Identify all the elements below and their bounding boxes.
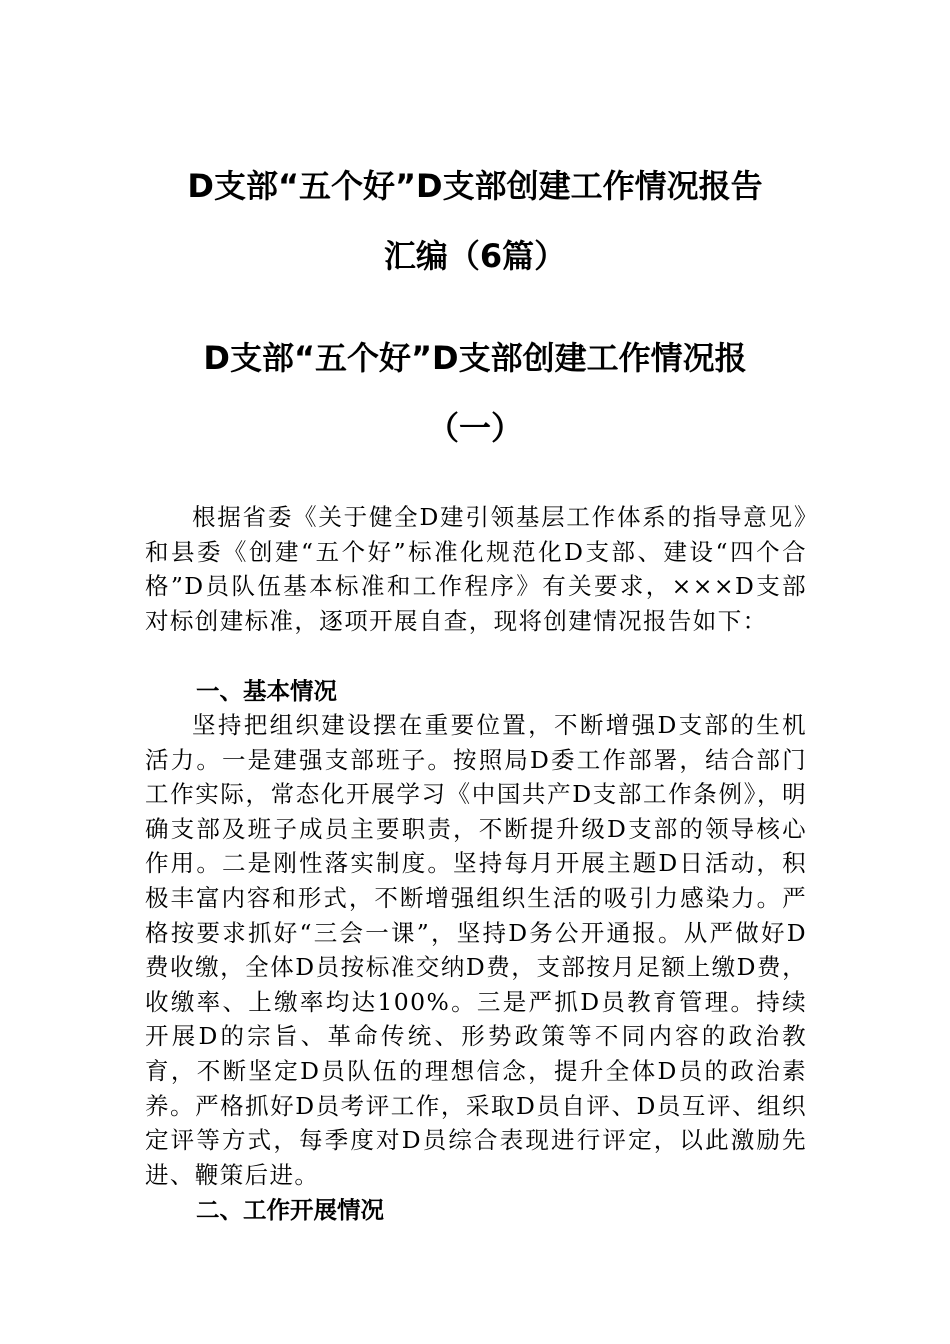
- intro-paragraph: 根据省委《关于健全D建引领基层工作体系的指导意见》和县委《创建“五个好”标准化规范化D支部、建设“四个合格”D员队伍基本标准和工作程序》有关要求，×××D支部对标创建标准，逐项开展自查，现将创建情况报告如下：: [145, 503, 807, 635]
- document-title-line-2: 汇编（6篇）: [383, 237, 567, 275]
- section-title-line-1: D支部“五个好”D支部创建工作情况报: [203, 339, 747, 377]
- intro-block: [145, 500, 807, 638]
- section-1-heading: 一、基本情况: [196, 677, 337, 705]
- section-title-line-2: （一）: [426, 409, 523, 447]
- section-1-paragraph: 坚持把组织建设摆在重要位置，不断增强D支部的生机活力。一是建强支部班子。按照局D委工作部署，结合部门工作实际，常态化开展学习《中国共产D支部工作条例》，明确支部及班子成员主要职责，不断提升级D支部的领导核心作用。二是刚性落实制度。坚持每月开展主题D日活动，积极丰富内容和形式，不断增强组织生活的吸引力感染力。严格按要求抓好“三会一课”，坚持D务公开通报。从严做好D费收缴，全体D员按标准交纳D费，支部按月足额上缴D费，收缴率、上缴率均达100%。三是严抓D员教育管理。持续开展D的宗旨、革命传统、形势政策等不同内容的政治教育，不断坚定D员队伍的理想信念，提升全体D员的政治素养。严格抓好D员考评工作，采取D员自评、D员互评、组织定评等方式，每季度对D员综合表现进行评定，以此激励先进、鞭策后进。: [145, 711, 807, 1189]
- section-1-block: [145, 708, 807, 1192]
- section-2-heading: 二、工作开展情况: [196, 1196, 384, 1224]
- document-title-line-1: D支部“五个好”D支部创建工作情况报告: [187, 167, 763, 205]
